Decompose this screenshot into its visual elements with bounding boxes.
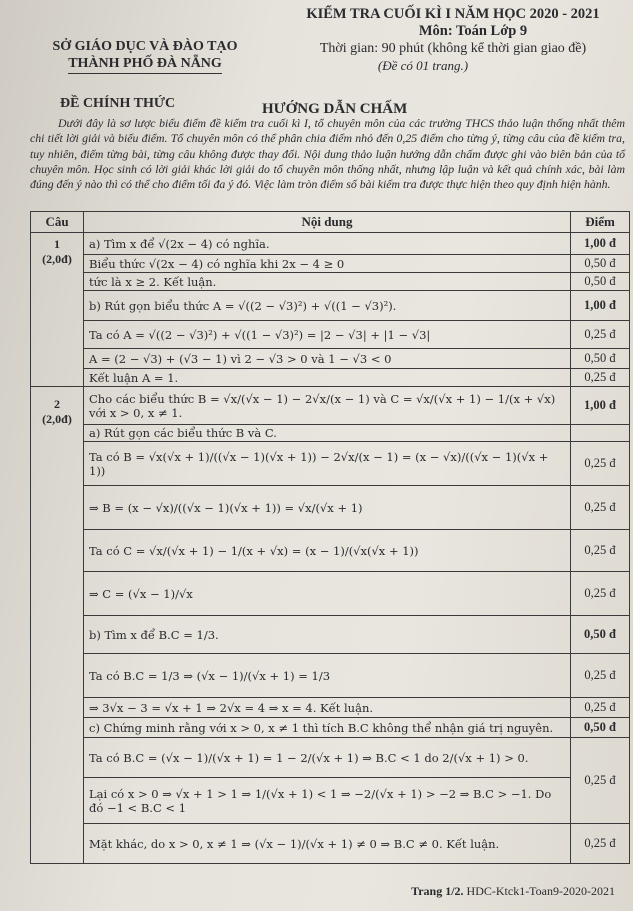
header-points: Điểm <box>571 212 630 233</box>
question-2-points: (2,0đ) <box>42 412 72 426</box>
row-points: 0,50 đ <box>571 616 630 654</box>
row-content: ⇒ C = (√x − 1)/√x <box>84 572 571 616</box>
table-row <box>31 442 630 486</box>
row-content: Mặt khác, do x > 0, x ≠ 1 ⇒ (√x − 1)/(√x + 1) ≠ 0 ⇒ B.C ≠ 0. Kết luận. <box>84 824 571 864</box>
question-1-points: (2,0đ) <box>42 252 72 266</box>
question-1-cell <box>31 233 84 387</box>
row-points: 0,25 đ <box>571 321 630 349</box>
intro-paragraph: Dưới đây là sơ lược biểu điểm đề kiểm tra cuối kì I, tổ chuyên môn của các trường THCS thảo luận thống nhất thêm chi tiết lời giải và biểu điểm. Tổ chuyên môn có thể phân chia điểm nhỏ đến 0,25 điểm cho từng ý, từng câu của đề kiểm tra, tuy nhiên, điểm từng bài, từng câu không được thay đổi. Nội dung thảo luận hướng dẫn chấm được ghi vào biên bản của tổ chuyên môn. Học sinh có lời giải khác lời giải do tổ chuyên môn thống nhất, nhưng lập luận và kết quả chính xác, bài làm đúng đến ý nào thì có thể cho điểm tối đa ý đó. Việc làm tròn điểm số bài kiểm tra được thực hiện theo quy định hiện hành. <box>30 116 625 192</box>
table-row <box>31 824 630 864</box>
row-points: 0,50 đ <box>571 255 630 273</box>
row-points: 0,25 đ <box>571 824 630 864</box>
table-row <box>31 387 630 425</box>
table-row <box>31 273 630 291</box>
footer-code: HDC-Ktck1-Toan9-2020-2021 <box>466 884 615 898</box>
row-content: Ta có B.C = 1/3 ⇒ (√x − 1)/(√x + 1) = 1/3 <box>84 654 571 698</box>
row-content: Lại có x > 0 ⇒ √x + 1 > 1 ⇒ 1/(√x + 1) < 1 ⇒ −2/(√x + 1) > −2 ⇒ B.C > −1. Do đó −1 < B.C < 1 <box>84 778 571 824</box>
page-title: HƯỚNG DẪN CHẤM <box>262 101 408 117</box>
row-content: tức là x ≥ 2. Kết luận. <box>84 273 571 291</box>
table-row <box>31 778 630 824</box>
row-content: c) Chứng minh rằng với x > 0, x ≠ 1 thì tích B.C không thể nhận giá trị nguyên. <box>84 718 571 738</box>
table-row <box>31 425 630 442</box>
exam-title: KIỂM TRA CUỐI KÌ I NĂM HỌC 2020 - 2021 <box>306 6 600 22</box>
table-header-row <box>31 212 630 233</box>
table-row <box>31 698 630 718</box>
row-points: 0,25 đ <box>571 654 630 698</box>
official-label: ĐỀ CHÍNH THỨC <box>60 96 176 111</box>
row-points: 0,25 đ <box>571 572 630 616</box>
header-content: Nội dung <box>84 212 571 233</box>
table-row <box>31 369 630 387</box>
exam-subject: Môn: Toán Lớp 9 <box>418 23 528 39</box>
question-2-label: 2 <box>54 397 60 411</box>
row-content: b) Rút gọn biểu thức A = √((2 − √3)²) + √((1 − √3)²). <box>84 291 571 321</box>
table-row <box>31 572 630 616</box>
row-content: a) Rút gọn các biểu thức B và C. <box>84 425 571 442</box>
row-content: ⇒ B = (x − √x)/((√x − 1)(√x + 1)) = √x/(√x + 1) <box>84 486 571 530</box>
row-points: 0,25 đ <box>571 486 630 530</box>
row-points: 1,00 đ <box>571 291 630 321</box>
row-points: 0,25 đ <box>571 442 630 486</box>
table-row <box>31 233 630 255</box>
row-content: Ta có B = √x(√x + 1)/((√x − 1)(√x + 1)) − 2√x/(x − 1) = (x − √x)/((√x − 1)(√x + 1)) <box>84 442 571 486</box>
row-content: Ta có A = √((2 − √3)²) + √((1 − √3)²) = |2 − √3| + |1 − √3| <box>84 321 571 349</box>
exam-page-count: (Đề có 01 trang.) <box>377 58 469 73</box>
row-points: 0,25 đ <box>571 738 630 824</box>
table-row <box>31 486 630 530</box>
exam-header <box>278 6 628 74</box>
row-content: Kết luận A = 1. <box>84 369 571 387</box>
row-points: 0,25 đ <box>571 698 630 718</box>
row-content: b) Tìm x để B.C = 1/3. <box>84 616 571 654</box>
row-content: A = (2 − √3) + (√3 − 1) vì 2 − √3 > 0 và 1 − √3 < 0 <box>84 349 571 369</box>
row-points: 1,00 đ <box>571 387 630 425</box>
department-line-2: THÀNH PHỐ ĐÀ NẴNG <box>68 55 222 74</box>
row-points: 0,50 đ <box>571 273 630 291</box>
row-content: Biểu thức √(2x − 4) có nghĩa khi 2x − 4 ≥ 0 <box>84 255 571 273</box>
table-row <box>31 255 630 273</box>
row-content: a) Tìm x để √(2x − 4) có nghĩa. <box>84 233 571 255</box>
row-content: ⇒ 3√x − 3 = √x + 1 ⇒ 2√x = 4 ⇒ x = 4. Kết luận. <box>84 698 571 718</box>
table-row <box>31 291 630 321</box>
header-cau: Câu <box>31 212 84 233</box>
department-line-1: SỞ GIÁO DỤC VÀ ĐÀO TẠO <box>52 39 238 54</box>
footer-page-number: Trang 1/2. <box>411 884 464 898</box>
table-row <box>31 321 630 349</box>
table-row <box>31 718 630 738</box>
row-content: Ta có B.C = (√x − 1)/(√x + 1) = 1 − 2/(√x + 1) ⇒ B.C < 1 do 2/(√x + 1) > 0. <box>84 738 571 778</box>
row-content: Cho các biểu thức B = √x/(√x − 1) − 2√x/(x − 1) và C = √x/(√x + 1) − 1/(x + √x) với x > 0, x ≠ 1. <box>84 387 571 425</box>
table-row <box>31 349 630 369</box>
grading-table <box>30 211 630 864</box>
table-row <box>31 530 630 572</box>
row-content: Ta có C = √x/(√x + 1) − 1/(x + √x) = (x − 1)/(√x(√x + 1)) <box>84 530 571 572</box>
row-points: 0,50 đ <box>571 349 630 369</box>
row-points: 0,25 đ <box>571 530 630 572</box>
row-points: 1,00 đ <box>571 233 630 255</box>
row-points <box>571 425 630 442</box>
exam-time: Thời gian: 90 phút (không kể thời gian giao đề) <box>319 41 587 56</box>
table-row <box>31 738 630 778</box>
row-points: 0,50 đ <box>571 718 630 738</box>
table-row <box>31 654 630 698</box>
row-points: 0,25 đ <box>571 369 630 387</box>
question-2-cell <box>31 387 84 864</box>
question-1-label: 1 <box>54 237 60 251</box>
page-footer <box>411 884 615 899</box>
table-row <box>31 616 630 654</box>
